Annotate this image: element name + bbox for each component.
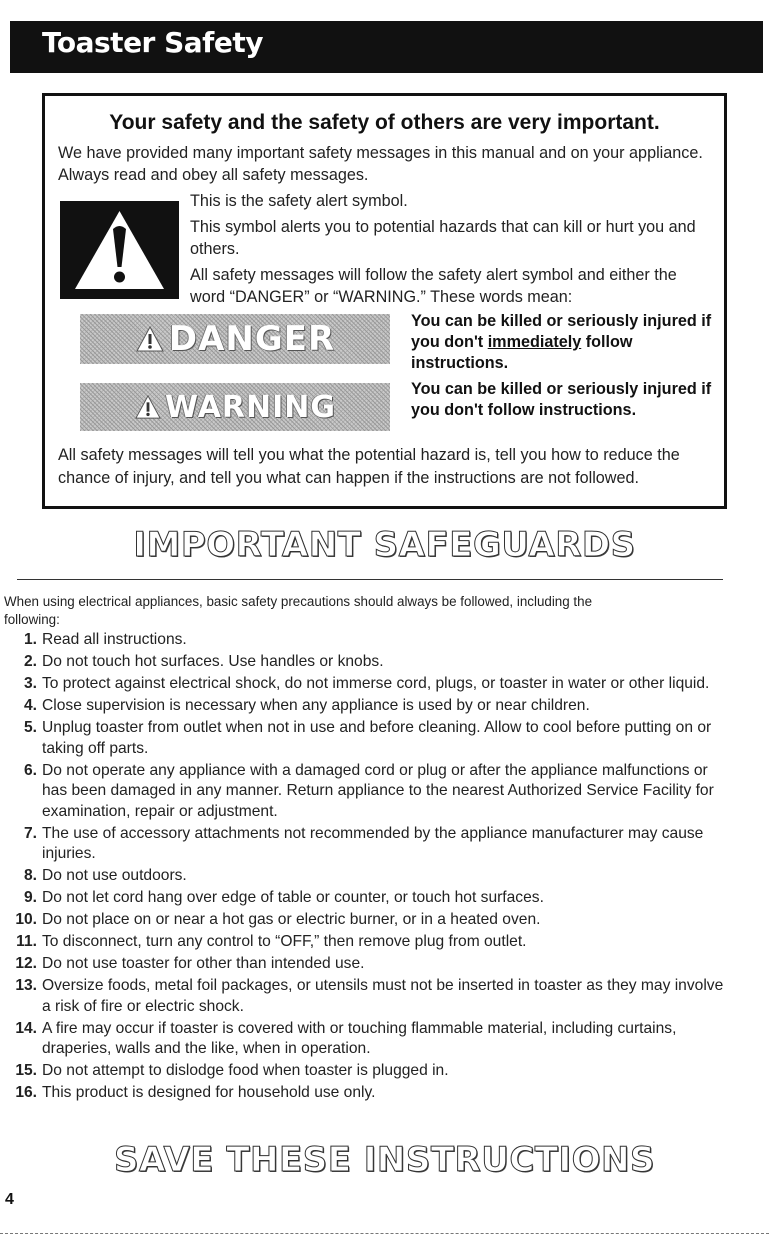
item-number: 12. — [15, 955, 37, 973]
list-item — [4, 674, 724, 695]
item-number: 8. — [23, 867, 37, 885]
safety-closing: All safety messages will tell you what the potential hazard is, tell you how to reduce the chance of injury, and tell you what can happen if the instructions are not followed. — [58, 446, 680, 487]
list-item — [4, 866, 724, 887]
list-item — [4, 718, 724, 759]
list-item — [4, 630, 724, 651]
item-text: Do not touch hot surfaces. Use handles or knobs. — [42, 652, 384, 670]
item-number: 1. — [23, 631, 37, 648]
danger-desc-emphasis: immediately — [487, 333, 582, 351]
item-text: Read all instructions. — [42, 631, 187, 648]
warning-alert-icon — [134, 394, 162, 420]
safeguards-preface: When using electrical appliances, basic safety precautions should always be followed, including the following: — [4, 594, 593, 627]
item-number: 2. — [23, 652, 37, 670]
page-edge — [0, 1233, 769, 1234]
alert-line: All safety messages will follow the safety alert symbol and either the word “DANGER” or “WARNING.” These words mean: — [190, 266, 677, 306]
danger-description — [411, 311, 726, 374]
item-text: Do not let cord hang over edge of table or counter, or touch hot surfaces. — [42, 889, 544, 907]
alert-explanation — [190, 190, 715, 312]
item-text: To disconnect, turn any control to “OFF,” then remove plug from outlet. — [42, 933, 527, 951]
list-item — [4, 1061, 724, 1082]
list-item — [4, 910, 724, 931]
item-text: Oversize foods, metal foil packages, or utensils must not be inserted in toaster as they may involve a risk of fire or electric shock. — [42, 977, 724, 1015]
list-item — [4, 1019, 724, 1060]
item-number: 6. — [23, 761, 37, 779]
item-text: Do not use outdoors. — [42, 867, 187, 885]
item-text: Do not operate any appliance with a damaged cord or plug or after the appliance malfunctions or has been damaged in any manner. Return appliance to the nearest Authorized Service Facility for examination, repair or adjustment. — [42, 761, 714, 820]
list-item — [4, 932, 724, 953]
item-number: 4. — [23, 696, 37, 714]
list-item — [4, 888, 724, 909]
list-item — [4, 824, 724, 865]
save-instructions-title: SAVE THESE INSTRUCTIONS — [113, 1140, 655, 1180]
danger-banner — [80, 314, 390, 364]
safeguard-list — [4, 630, 724, 1105]
alert-line: This symbol alerts you to potential hazards that can kill or hurt you and others. — [190, 218, 696, 258]
list-item — [4, 761, 724, 823]
danger-desc-text: You can be killed or seriously injured if you don't — [411, 312, 712, 351]
item-text: To protect against electrical shock, do not immerse cord, plugs, or toaster in water or other liquid. — [42, 674, 710, 692]
item-number: 5. — [23, 718, 37, 736]
item-number: 10. — [15, 911, 37, 929]
danger-word: DANGER — [168, 319, 336, 359]
item-number: 11. — [16, 933, 37, 951]
item-text: Close supervision is necessary when any appliance is used by or near children. — [42, 696, 590, 714]
safeguards-title: IMPORTANT SAFEGUARDS — [133, 525, 636, 565]
list-item — [4, 652, 724, 673]
safety-notice-box — [42, 93, 727, 509]
warning-word: WARNING — [164, 389, 337, 425]
item-text: The use of accessory attachments not recommended by the appliance manufacturer may cause injuries. — [42, 824, 704, 863]
item-text: This product is designed for household use only. — [42, 1084, 376, 1102]
divider — [17, 579, 723, 580]
item-number: 15. — [15, 1062, 37, 1080]
item-number: 7. — [23, 824, 37, 842]
warning-banner — [80, 383, 390, 431]
page-title: Toaster Safety — [42, 26, 263, 59]
item-number: 9. — [23, 889, 37, 907]
item-text: Do not use toaster for other than intended use. — [42, 955, 365, 973]
list-item — [4, 696, 724, 717]
danger-desc-text: follow instructions. — [411, 333, 633, 372]
safety-heading: Your safety and the safety of others are very important. — [109, 111, 660, 134]
list-item — [4, 976, 724, 1017]
page-number: 4 — [5, 1191, 14, 1208]
safety-intro: We have provided many important safety messages in this manual and on your appliance. Always read and obey all safety messages. — [58, 144, 703, 184]
item-number: 3. — [23, 674, 37, 692]
header-bar — [10, 21, 763, 73]
danger-alert-icon — [135, 325, 165, 353]
item-number: 14. — [15, 1019, 37, 1037]
list-item — [4, 954, 724, 975]
alert-line: This is the safety alert symbol. — [190, 192, 408, 210]
safety-alert-icon — [60, 201, 179, 299]
item-text: A fire may occur if toaster is covered with or touching flammable material, including curtains, draperies, walls and the like, when in operation. — [42, 1019, 677, 1058]
item-text: Unplug toaster from outlet when not in use and before cleaning. Allow to cool before putting on or taking off parts. — [42, 718, 712, 757]
warning-description: You can be killed or seriously injured if you don't follow instructions. — [411, 380, 712, 419]
item-text: Do not place on or near a hot gas or electric burner, or in a heated oven. — [42, 911, 541, 929]
list-item — [4, 1083, 724, 1104]
item-text: Do not attempt to dislodge food when toaster is plugged in. — [42, 1062, 449, 1080]
item-number: 13. — [15, 977, 37, 995]
item-number: 16. — [15, 1084, 37, 1102]
